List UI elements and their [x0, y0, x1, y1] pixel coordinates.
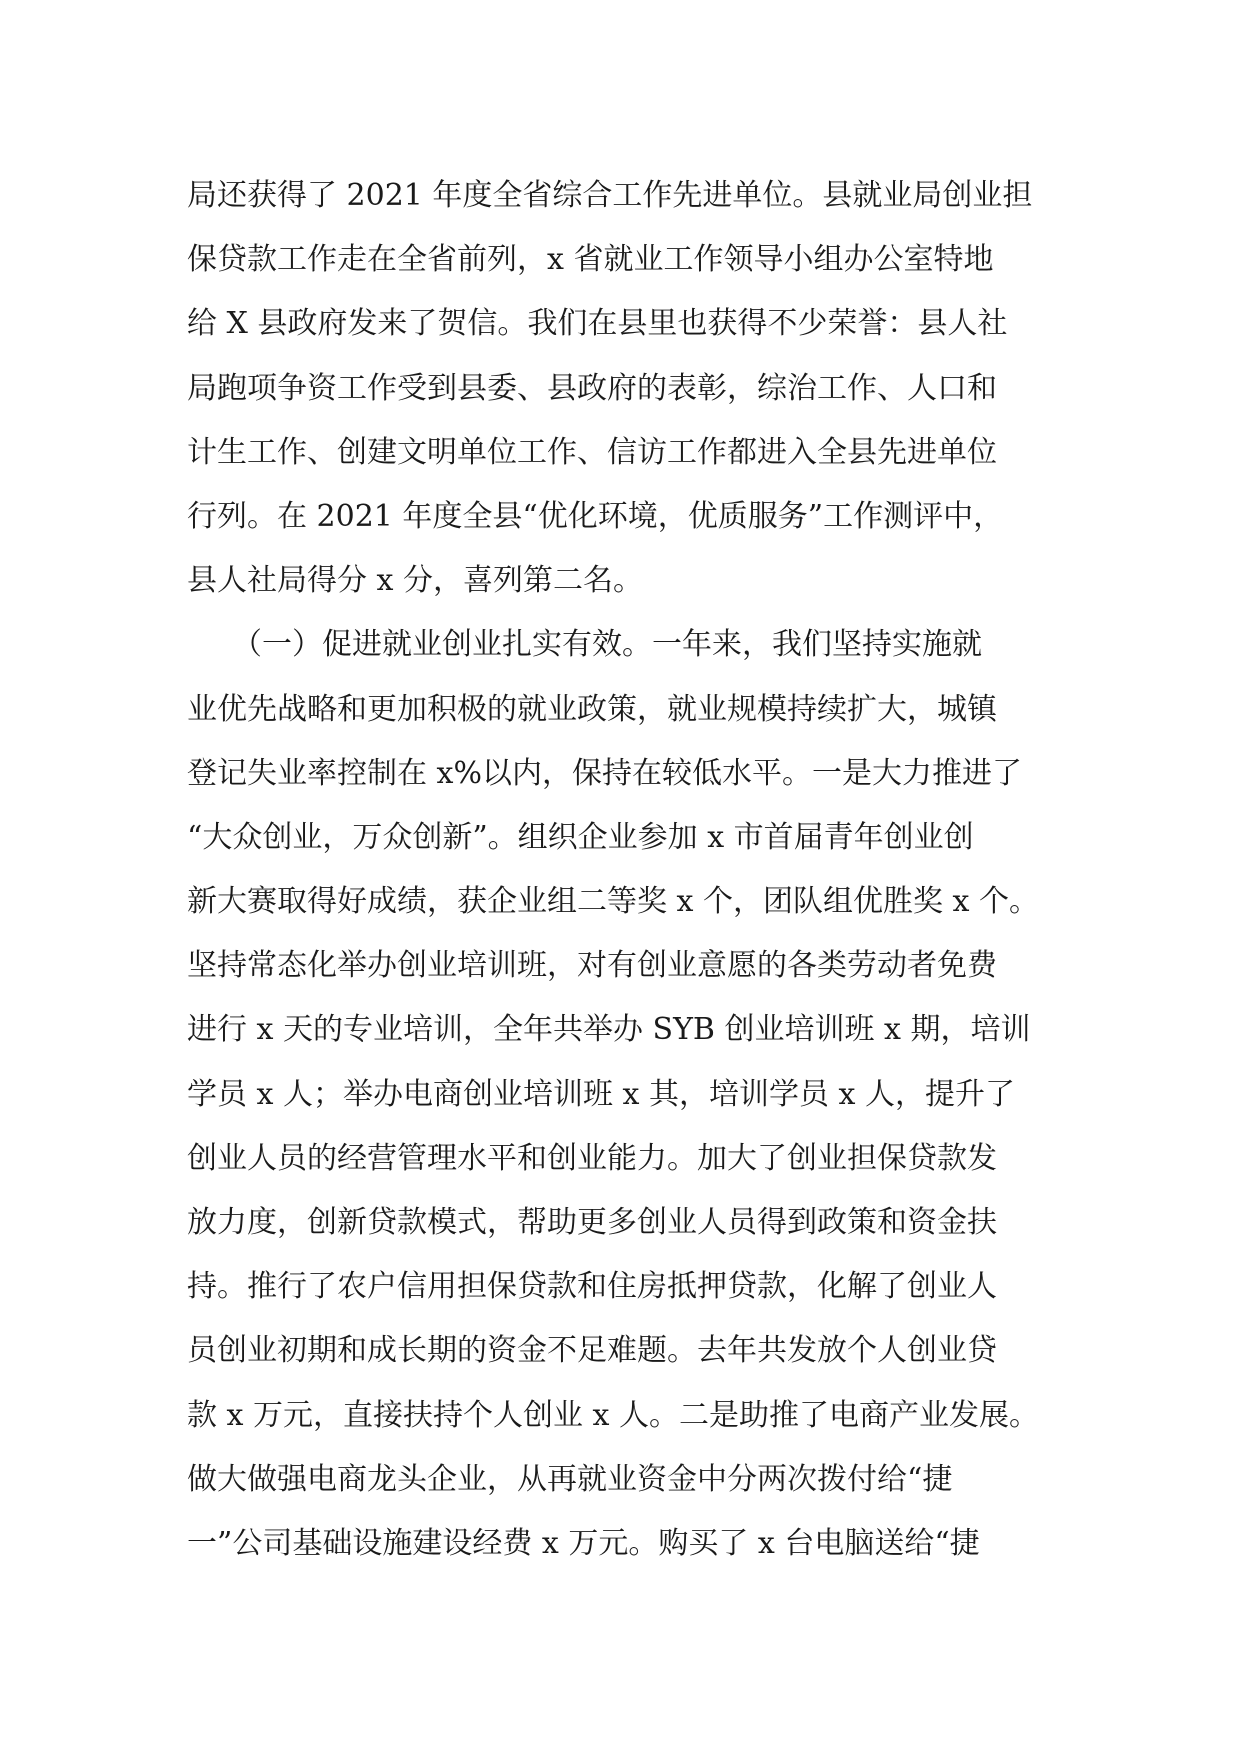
text-line: 创业人员的经营管理水平和创业能力。加大了创业担保贷款发 — [187, 1140, 997, 1176]
text-line: 放力度，创新贷款模式，帮助更多创业人员得到政策和资金扶 — [187, 1205, 997, 1240]
text-line: 业优先战略和更加积极的就业政策，就业规模持续扩大，城镇 — [187, 691, 997, 727]
text-line: 坚持常态化举办创业培训班，对有创业意愿的各类劳动者免费 — [187, 948, 997, 984]
body-text — [187, 164, 1057, 1576]
text-line: 做大做强电商龙头企业，从再就业资金中分两次拨付给“捷 — [187, 1461, 953, 1497]
text-line: 学员 x 人；举办电商创业培训班 x 其，培训学员 x 人，提升了 — [187, 1076, 1015, 1112]
text-line: 保贷款工作走在全省前列，x 省就业工作领导小组办公室特地 — [187, 242, 994, 278]
text-line: 登记失业率控制在 x%以内，保持在较低水平。一是大力推进了 — [187, 755, 1022, 791]
text-line: 持。推行了农户信用担保贷款和住房抵押贷款，化解了创业人 — [187, 1269, 997, 1305]
text-line: 款 x 万元，直接扶持个人创业 x 人。二是助推了电商产业发展。 — [187, 1397, 1039, 1433]
text-line: 计生工作、创建文明单位工作、信访工作都进入全县先进单位 — [187, 434, 997, 470]
text-line: 进行 x 天的专业培训，全年共举办 SYB 创业培训班 x 期，培训 — [187, 1012, 1031, 1048]
text-line: 员创业初期和成长期的资金不足难题。去年共发放个人创业贷 — [187, 1333, 997, 1369]
text-line: 给 X 县政府发来了贺信。我们在县里也获得不少荣誉：县人社 — [187, 306, 1008, 342]
text-line: 新大赛取得好成绩，获企业组二等奖 x 个，团队组优胜奖 x 个。 — [187, 884, 1039, 920]
section-heading-line: （一）促进就业创业扎实有效。一年来，我们坚持实施就 — [187, 627, 982, 663]
text-line: 县人社局得分 x 分，喜列第二名。 — [187, 563, 643, 599]
text-line: 一”公司基础设施建设经费 x 万元。购买了 x 台电脑送给“捷 — [187, 1525, 980, 1561]
text-line: 行列。在 2021 年度全县“优化环境，优质服务”工作测评中， — [187, 498, 1004, 534]
text-line: “大众创业，万众创新”。组织企业参加 x 市首届青年创业创 — [187, 819, 974, 855]
text-line: 局跑项争资工作受到县委、县政府的表彰，综治工作、人口和 — [187, 370, 997, 406]
text-line: 局还获得了 2021 年度全省综合工作先进单位。县就业局创业担 — [187, 178, 1033, 213]
